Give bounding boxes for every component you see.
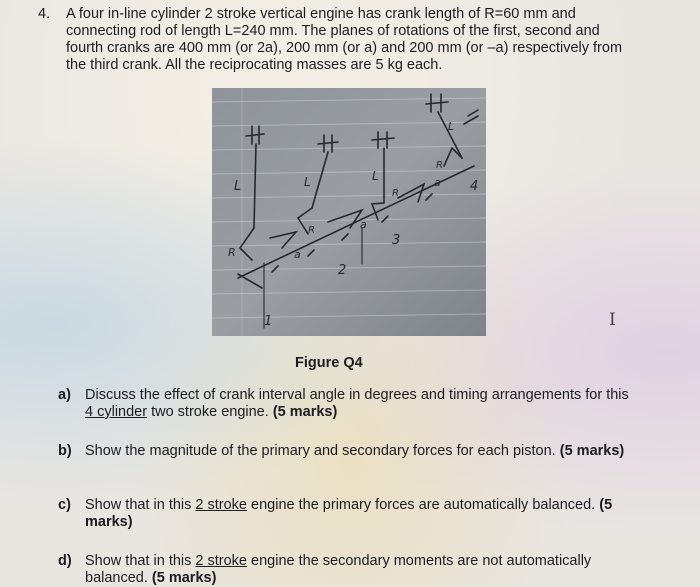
- radius-label: R: [392, 188, 399, 199]
- distance-label: a: [294, 248, 301, 261]
- text-cursor-icon: I: [609, 310, 616, 330]
- crank-label: 4: [470, 179, 479, 194]
- crank-label: 2: [338, 263, 347, 278]
- crank-label: 3: [392, 233, 401, 248]
- rod-label: L: [448, 120, 455, 133]
- radius-label: R: [436, 160, 443, 171]
- distance-label: a: [434, 176, 441, 189]
- marks: (5 marks): [272, 404, 338, 420]
- part-label: b): [58, 443, 72, 459]
- part-c: c) Show that in this 2 stroke engine the primary forces are automatically balanced. (5 marks): [58, 497, 613, 530]
- radius-label: R: [308, 225, 315, 236]
- part-a: a) Discuss the effect of crank interval angle in degrees and timing arrangements for this 4 cylinder two stroke engine. (5 marks): [58, 387, 629, 420]
- marks: (5 marks): [559, 443, 625, 459]
- part-b: b) Show the magnitude of the primary and secondary forces for each piston. (5 marks): [58, 443, 625, 459]
- marks: (5 marks): [151, 570, 217, 586]
- crankshaft-sketch: [212, 88, 486, 336]
- distance-label: a: [360, 218, 367, 231]
- crank-label: 1: [264, 314, 273, 329]
- part-label: d): [58, 553, 72, 569]
- rod-label: L: [304, 175, 311, 189]
- part-d: d) Show that in this 2 stroke engine the secondary moments are not automatically balanced. (5 marks): [58, 553, 592, 586]
- figure-caption: Figure Q4: [295, 355, 363, 371]
- part-label: c): [58, 497, 71, 513]
- rod-label: L: [234, 179, 242, 194]
- question-number: 4.: [38, 6, 51, 22]
- rod-label: L: [372, 169, 379, 183]
- marks: (5 marks): [85, 497, 613, 530]
- part-label: a): [58, 387, 71, 403]
- figure-q4-photo: [212, 88, 486, 336]
- question-text: A four in-line cylinder 2 stroke vertical engine has crank length of R=60 mm and connecting rod of length L=240 mm. The planes of rotations of the first, second and fourth cranks are 400 mm (or 2a), 200 mm (or a) and 200 mm (or –a) respectively from the third crank. All the reciprocating masses are 5 kg each.: [66, 6, 623, 73]
- radius-label: R: [228, 246, 236, 259]
